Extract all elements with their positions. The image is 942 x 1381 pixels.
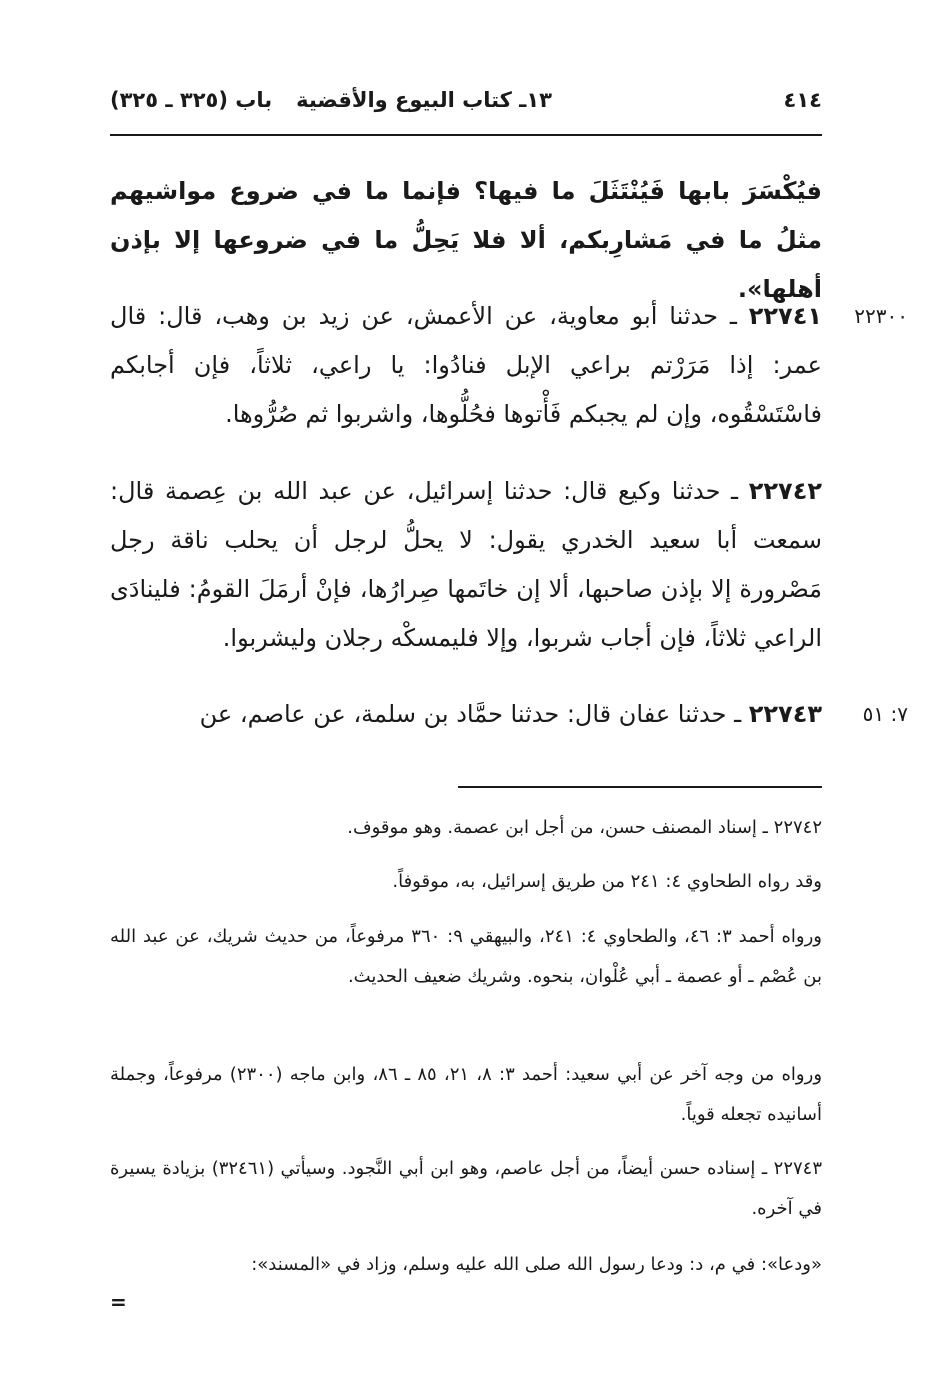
margin-reference: ٧: ٥١	[862, 702, 908, 726]
margin-reference: ٢٢٣٠٠	[854, 304, 908, 328]
hadith-text: ـ حدثنا أبو معاوية، عن الأعمش، عن زيد بن وهب، قال: قال عمر: إذا مَرَرْتم براعي الإبل فنادُوا: يا راعي، ثلاثاً، فإن أجابكم فاسْتَسْقُوه، وإن لم يجبكم فَأْتوها فحُلُّوها، واشربوا ثم صُرُّوها.	[110, 302, 822, 428]
hadith-22743	[110, 690, 822, 739]
hadith-number: ٢٢٧٤٣	[748, 700, 822, 728]
footnote: «ودعا»: في م، د: ودعا رسول الله صلى الله عليه وسلم، وزاد في «المسند»:	[251, 1254, 822, 1275]
footnote: ٢٢٧٤٢ ـ إسناد المصنف حسن، من أجل ابن عصمة. وهو موقوف.	[347, 817, 822, 838]
continuation-mark: =	[110, 1290, 127, 1314]
hadith-number: ٢٢٧٤١	[748, 302, 822, 330]
footnote: وقد رواه الطحاوي ٤: ٢٤١ من طريق إسرائيل، به، موقوفاً.	[392, 871, 822, 892]
chapter-range: باب (٣٢٥ ـ ٣٢٥)	[110, 88, 273, 112]
intro-paragraph: فيُكْسَرَ بابها فَيُنْتَثَلَ ما فيها؟ فإنما ما في ضروع مواشيهم مثلُ ما في مَشارِبكم، ألا فلا يَحِلُّ ما في ضروعها إلا بإذن أهلها».	[110, 177, 822, 303]
footnote: ورواه أحمد ٣: ٤٦، والطحاوي ٤: ٢٤١، والبيهقي ٩: ٣٦٠ مرفوعاً، من حديث شريك، عن عبد الله بن عُصْم ـ أو عصمة ـ أبي عُلْوان، بنحوه. وشريك ضعيف الحديث.	[110, 926, 822, 987]
hadith-22741	[110, 292, 822, 439]
running-header	[110, 88, 822, 124]
hadith-text: ـ حدثنا عفان قال: حدثنا حمَّاد بن سلمة، عن عاصم، عن	[199, 700, 749, 728]
hadith-text: ـ حدثنا وكيع قال: حدثنا إسرائيل، عن عبد الله بن عِصمة قال: سمعت أبا سعيد الخدري يقول: لا يحلُّ لرجل أن يحلب ناقة رجل مَصْرورة إلا بإذن صاحبها، ألا إن خاتَمها صِرارُها، فإنْ أرمَلَ القومُ: فلينادَى الراعي ثلاثاً، فإن أجاب شربوا، وإلا فليمسكْه رجلان وليشربوا.	[110, 477, 822, 652]
footnote-divider	[458, 786, 822, 788]
hadith-22742	[110, 467, 822, 663]
footnote: ورواه من وجه آخر عن أبي سعيد: أحمد ٣: ٨، ٢١، ٨٥ ـ ٨٦، وابن ماجه (٢٣٠٠) مرفوعاً، وجملة أسانيده تجعله قوياً.	[110, 1064, 823, 1125]
book-title: ١٣ـ كتاب البيوع والأقضية	[296, 88, 552, 112]
header-divider	[110, 134, 822, 136]
page-number: ٤١٤	[783, 88, 822, 112]
hadith-number: ٢٢٧٤٢	[748, 477, 822, 505]
footnote: ٢٢٧٤٣ ـ إسناده حسن أيضاً، من أجل عاصم، وهو ابن أبي النَّجود. وسيأتي (٣٢٤٦١) بزيادة يسيرة في آخره.	[110, 1158, 822, 1219]
